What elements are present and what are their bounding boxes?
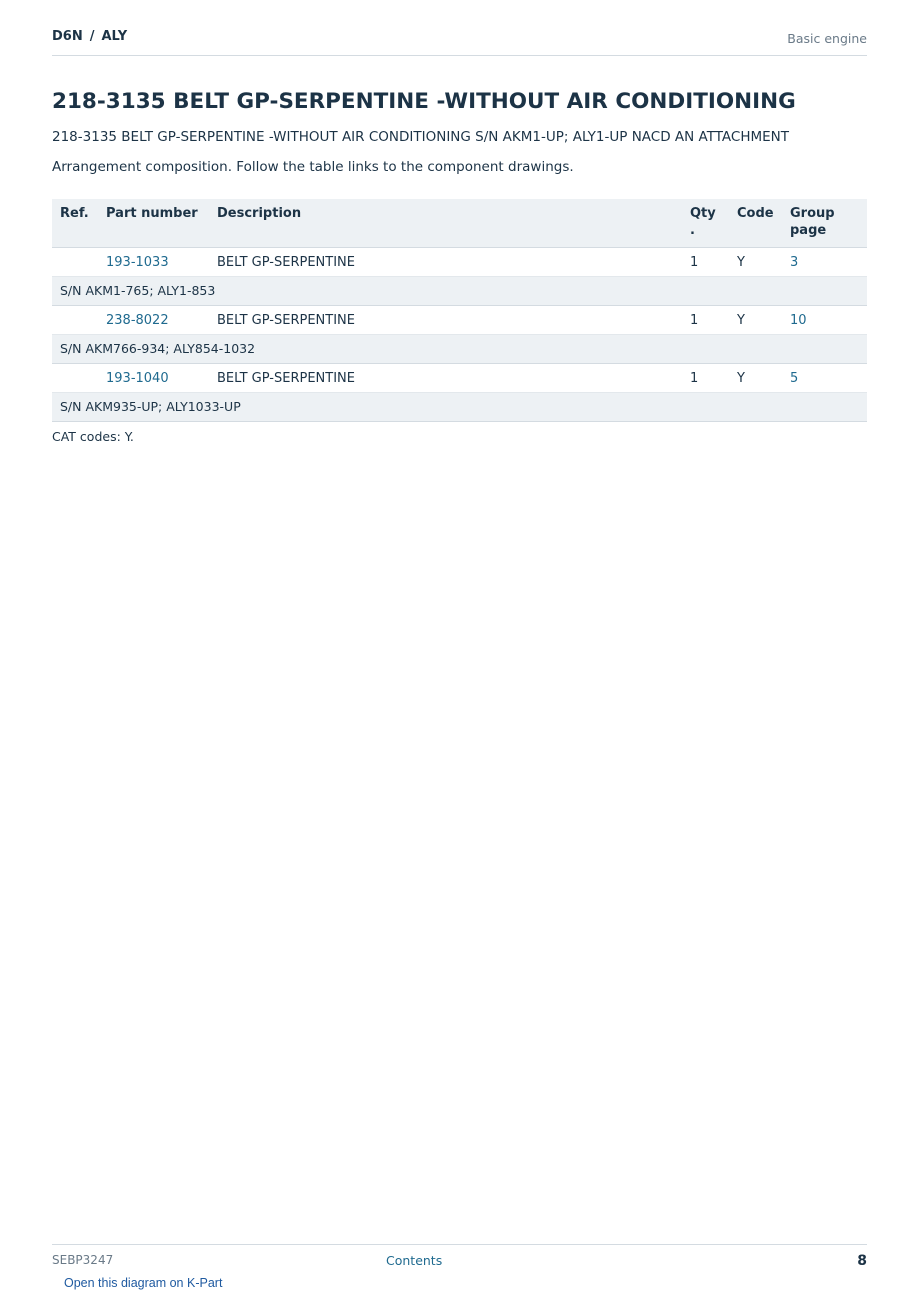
header-part-number: Part number <box>106 206 198 221</box>
section-name: Basic engine <box>787 31 867 46</box>
contents-link[interactable]: Contents <box>386 1253 443 1268</box>
header-ref: Ref. <box>60 206 89 221</box>
row-description: BELT GP-SERPENTINE <box>217 371 355 386</box>
table-row <box>52 364 867 393</box>
row-qty: 1 <box>690 313 699 328</box>
row-code: Y <box>737 313 745 328</box>
part-number-link[interactable]: 238-8022 <box>106 313 169 328</box>
table-row <box>52 306 867 335</box>
group-page-link[interactable]: 5 <box>790 371 799 386</box>
table-header <box>52 199 867 248</box>
row-code: Y <box>737 255 745 270</box>
group-page-link[interactable]: 3 <box>790 255 799 270</box>
breadcrumb-model: D6N <box>52 29 83 44</box>
parts-table <box>52 199 867 422</box>
part-number-link[interactable]: 193-1040 <box>106 371 169 386</box>
page-subtitle: 218-3135 BELT GP-SERPENTINE -WITHOUT AIR CONDITIONING S/N AKM1-UP; ALY1-UP NACD AN ATTACHMENT <box>52 129 790 145</box>
table-row <box>52 248 867 277</box>
serial-range-row: S/N AKM766-934; ALY854-1032 <box>52 335 867 364</box>
serial-range-row: S/N AKM935-UP; ALY1033-UP <box>52 393 867 422</box>
row-qty: 1 <box>690 255 699 270</box>
row-code: Y <box>737 371 745 386</box>
row-qty: 1 <box>690 371 699 386</box>
cat-codes-note: CAT codes: Y. <box>52 429 134 444</box>
breadcrumb-prefix: ALY <box>101 29 128 44</box>
kpart-link[interactable]: Open this diagram on K-Part <box>64 1276 223 1290</box>
page-title: 218-3135 BELT GP-SERPENTINE -WITHOUT AIR CONDITIONING <box>52 89 796 114</box>
intro-text: Arrangement composition. Follow the table links to the component drawings. <box>52 159 574 175</box>
header-group-page: Group page <box>790 206 835 238</box>
row-description: BELT GP-SERPENTINE <box>217 313 355 328</box>
page-header <box>52 28 867 56</box>
document-id: SEBP3247 <box>52 1253 114 1267</box>
group-page-link[interactable]: 10 <box>790 313 807 328</box>
header-code: Code <box>737 206 774 221</box>
page-footer <box>52 1244 867 1271</box>
breadcrumb <box>52 29 127 44</box>
part-number-link[interactable]: 193-1033 <box>106 255 169 270</box>
header-description: Description <box>217 206 302 221</box>
serial-range-row: S/N AKM1-765; ALY1-853 <box>52 277 867 306</box>
breadcrumb-separator: / <box>89 29 95 44</box>
page-number: 8 <box>857 1253 867 1269</box>
header-qty: Qty . <box>690 206 716 238</box>
row-description: BELT GP-SERPENTINE <box>217 255 355 270</box>
